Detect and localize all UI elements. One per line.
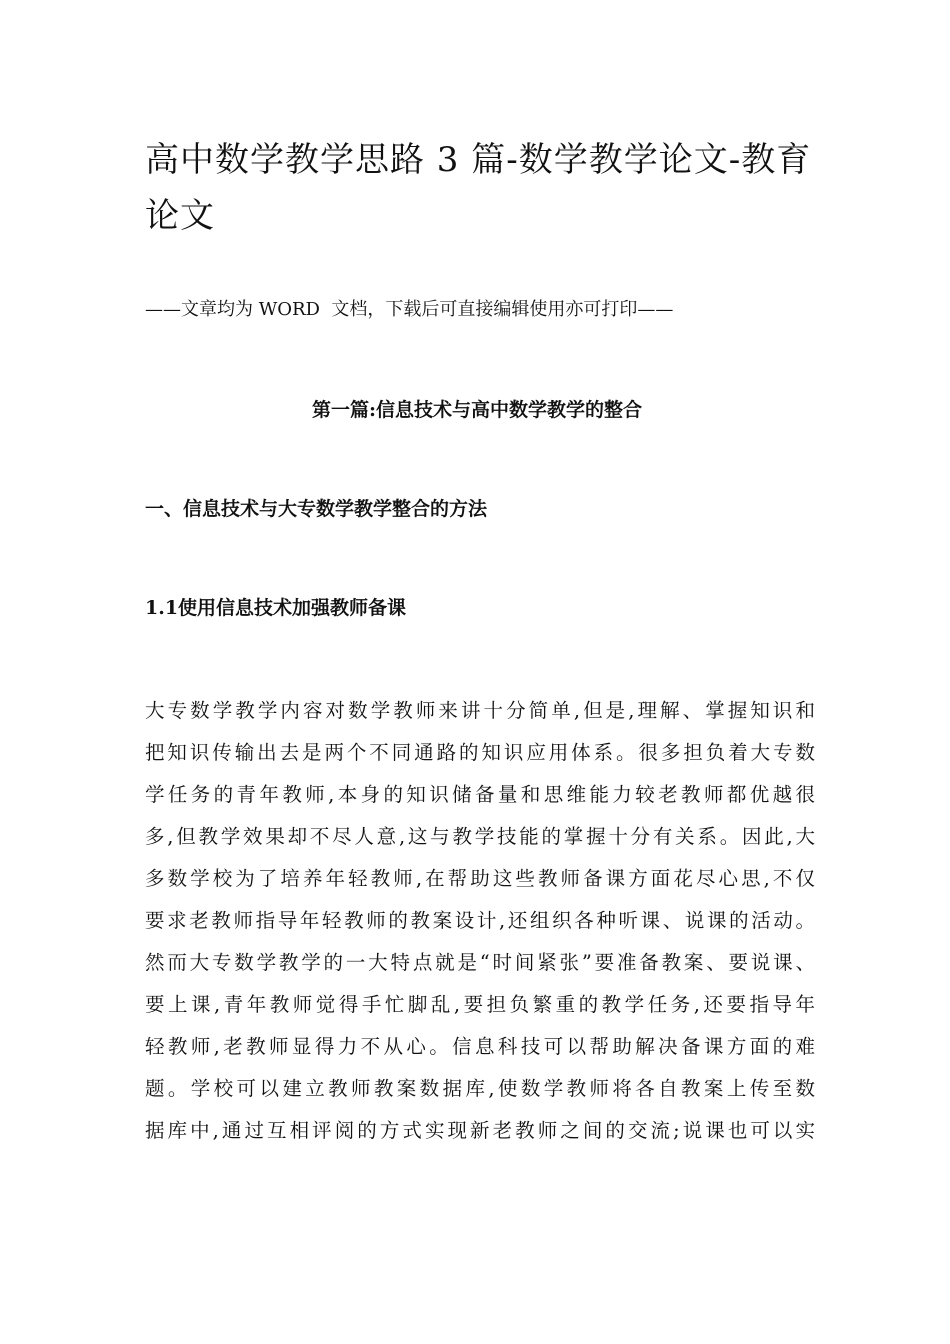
subsection-heading: 1.1使用信息技术加强教师备课 [145,597,407,619]
body-paragraph [145,690,815,1152]
document-title: 高中数学教学思路 3 篇-数学教学论文-教育论文 [145,140,812,236]
body-line: 大专数学教学内容对数学教师来讲十分简单,但是,理解、掌握知识和 [145,699,815,722]
body-line: 学任务的青年教师,本身的知识储备量和思维能力较老教师都优越很 [145,783,815,806]
body-line: 然而大专数学教学的一大特点就是“时间紧张”要准备教案、要说课、 [145,951,815,974]
body-line: 多数学校为了培养年轻教师,在帮助这些教师备课方面花尽心思,不仅 [145,867,815,890]
document-subtitle: ——文章均为 WORD 文档，下载后可直接编辑使用亦可打印—— [145,299,674,320]
body-line: 把知识传输出去是两个不同通路的知识应用体系。很多担负着大专数 [145,741,815,764]
body-line: 要求老教师指导年轻教师的教案设计,还组织各种听课、说课的活动。 [145,909,815,932]
body-line: 要上课,青年教师觉得手忙脚乱,要担负繁重的教学任务,还要指导年 [145,993,815,1016]
body-line: 题。学校可以建立教师教案数据库,使数学教师将各自教案上传至数 [145,1077,815,1100]
section-heading: 一、信息技术与大专数学教学整合的方法 [145,498,488,520]
body-line: 轻教师,老教师显得力不从心。信息科技可以帮助解决备课方面的难 [145,1035,815,1058]
body-line: 多,但教学效果却不尽人意,这与教学技能的掌握十分有关系。因此,大 [145,825,815,848]
body-line: 据库中,通过互相评阅的方式实现新老教师之间的交流;说课也可以实 [145,1119,815,1142]
chapter-heading: 第一篇:信息技术与高中数学教学的整合 [312,399,643,421]
